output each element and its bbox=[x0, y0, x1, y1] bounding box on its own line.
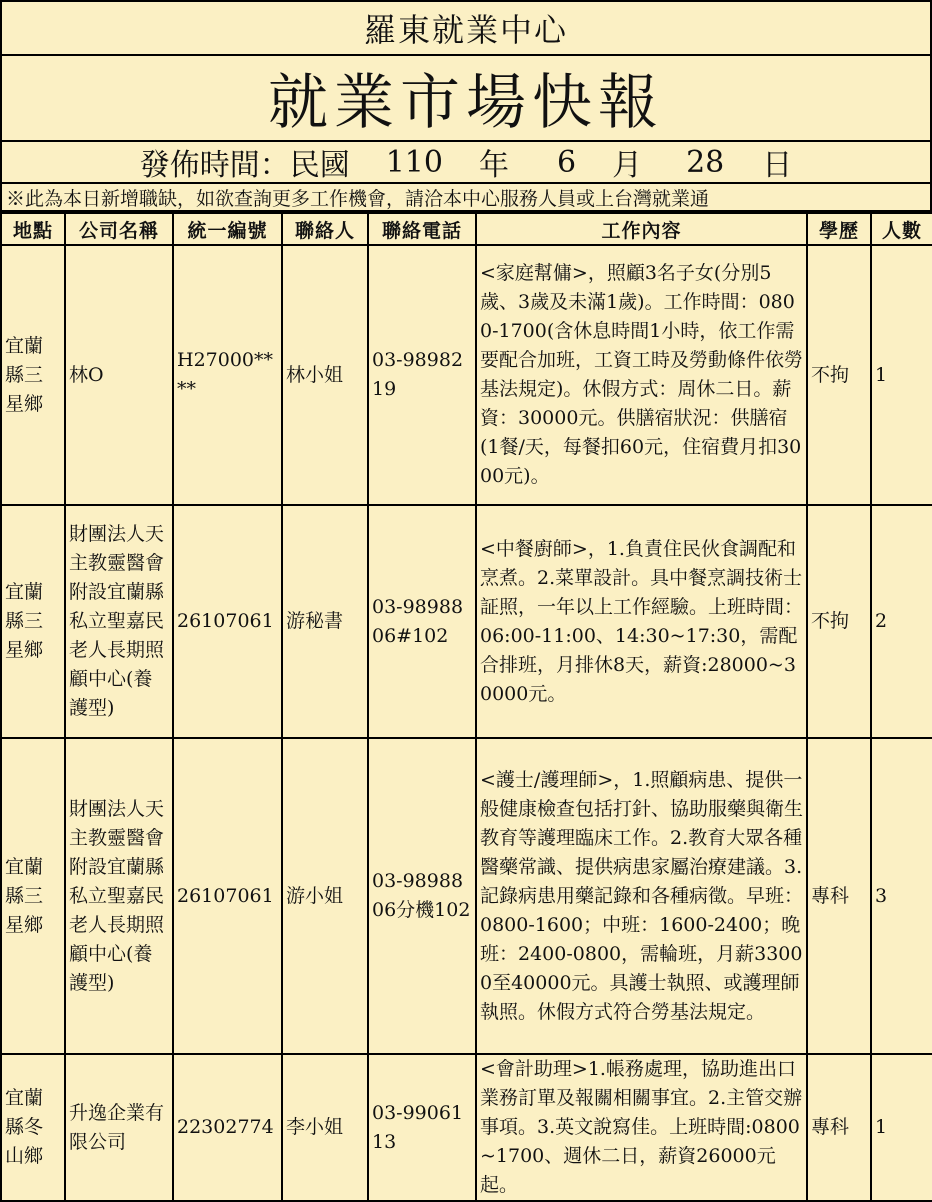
publish-day: 28 bbox=[686, 144, 725, 180]
cell-headcount: 2 bbox=[871, 505, 932, 738]
cell-contact: 游秘書 bbox=[282, 505, 368, 738]
job-table bbox=[0, 212, 932, 1202]
year-unit: 年 bbox=[478, 148, 509, 183]
cell-location: 宜蘭縣冬山鄉 bbox=[1, 1054, 65, 1201]
report-title: 就業市場快報 bbox=[0, 56, 932, 142]
cell-company: 升逸企業有限公司 bbox=[65, 1054, 173, 1201]
publish-date-line bbox=[0, 142, 932, 184]
table-row bbox=[1, 738, 932, 1054]
cell-location: 宜蘭縣三星鄉 bbox=[1, 505, 65, 738]
column-header-tax-id: 統一編號 bbox=[173, 213, 282, 245]
cell-location: 宜蘭縣三星鄉 bbox=[1, 738, 65, 1054]
publish-year: 110 bbox=[385, 144, 443, 180]
column-header-contact: 聯絡人 bbox=[282, 213, 368, 245]
table-row bbox=[1, 505, 932, 738]
center-name: 羅東就業中心 bbox=[0, 0, 932, 56]
notice-text: ※此為本日新增職缺，如欲查詢更多工作機會，請洽本中心服務人員或上台灣就業通 bbox=[0, 184, 932, 212]
cell-company: 財團法人天主教靈醫會附設宜蘭縣私立聖嘉民老人長期照顧中心(養護型) bbox=[65, 738, 173, 1054]
cell-phone: 03-9898806#102 bbox=[368, 505, 476, 738]
cell-job-content: <會計助理>1.帳務處理，協助進出口業務訂單及報關相關事宜。2.主管交辦事項。3.英文說寫佳。上班時間:0800~1700、週休二日，薪資26000元起。 bbox=[476, 1054, 807, 1201]
table-row bbox=[1, 245, 932, 505]
column-header-headcount: 人數 bbox=[871, 213, 932, 245]
cell-tax-id: 22302774 bbox=[173, 1054, 282, 1201]
cell-job-content: <護士/護理師>，1.照顧病患、提供一般健康檢查包括打針、協助服藥與衛生教育等護理臨床工作。2.教育大眾各種醫藥常識、提供病患家屬治療建議。3.記錄病患用藥記錄和各種病徵。早班：0800-1600；中班：1600-2400；晚班：2400-0800，需輪班，月薪33000至40000元。具護士執照、或護理師執照。休假方式符合勞基法規定。 bbox=[476, 738, 807, 1054]
cell-headcount: 1 bbox=[871, 245, 932, 505]
cell-company: 林O bbox=[65, 245, 173, 505]
table-row bbox=[1, 1054, 932, 1201]
cell-education: 不拘 bbox=[807, 505, 871, 738]
cell-job-content: <中餐廚師>，1.負責住民伙食調配和烹煮。2.菜單設計。具中餐烹調技術士証照，一年以上工作經驗。上班時間：06:00-11:00、14:30~17:30，需配合排班，月排休8天，薪資:28000~30000元。 bbox=[476, 505, 807, 738]
cell-headcount: 3 bbox=[871, 738, 932, 1054]
day-unit: 日 bbox=[762, 148, 793, 183]
cell-tax-id: H27000**** bbox=[173, 245, 282, 505]
cell-phone: 03-9898219 bbox=[368, 245, 476, 505]
column-header-education: 學歷 bbox=[807, 213, 871, 245]
cell-company: 財團法人天主教靈醫會附設宜蘭縣私立聖嘉民老人長期照顧中心(養護型) bbox=[65, 505, 173, 738]
cell-phone: 03-9906113 bbox=[368, 1054, 476, 1201]
cell-contact: 李小姐 bbox=[282, 1054, 368, 1201]
cell-phone: 03-9898806分機102 bbox=[368, 738, 476, 1054]
publish-label: 發佈時間：民國 bbox=[139, 148, 350, 183]
cell-education: 專科 bbox=[807, 1054, 871, 1201]
column-header-job-content: 工作內容 bbox=[476, 213, 807, 245]
cell-tax-id: 26107061 bbox=[173, 505, 282, 738]
cell-contact: 林小姐 bbox=[282, 245, 368, 505]
cell-headcount: 1 bbox=[871, 1054, 932, 1201]
table-header-row bbox=[1, 213, 932, 245]
cell-contact: 游小姐 bbox=[282, 738, 368, 1054]
cell-education: 專科 bbox=[807, 738, 871, 1054]
month-unit: 月 bbox=[612, 148, 643, 183]
cell-education: 不拘 bbox=[807, 245, 871, 505]
column-header-company: 公司名稱 bbox=[65, 213, 173, 245]
publish-month: 6 bbox=[556, 144, 577, 180]
column-header-phone: 聯絡電話 bbox=[368, 213, 476, 245]
cell-job-content: <家庭幫傭>，照顧3名子女(分別5歲、3歲及未滿1歲)。工作時間：0800-1700(含休息時間1小時，依工作需要配合加班，工資工時及勞動條件依勞基法規定)。休假方式：周休二日。薪資：30000元。供膳宿狀況：供膳宿(1餐/天，每餐扣60元，住宿費月扣3000元)。 bbox=[476, 245, 807, 505]
cell-tax-id: 26107061 bbox=[173, 738, 282, 1054]
cell-location: 宜蘭縣三星鄉 bbox=[1, 245, 65, 505]
column-header-location: 地點 bbox=[1, 213, 65, 245]
